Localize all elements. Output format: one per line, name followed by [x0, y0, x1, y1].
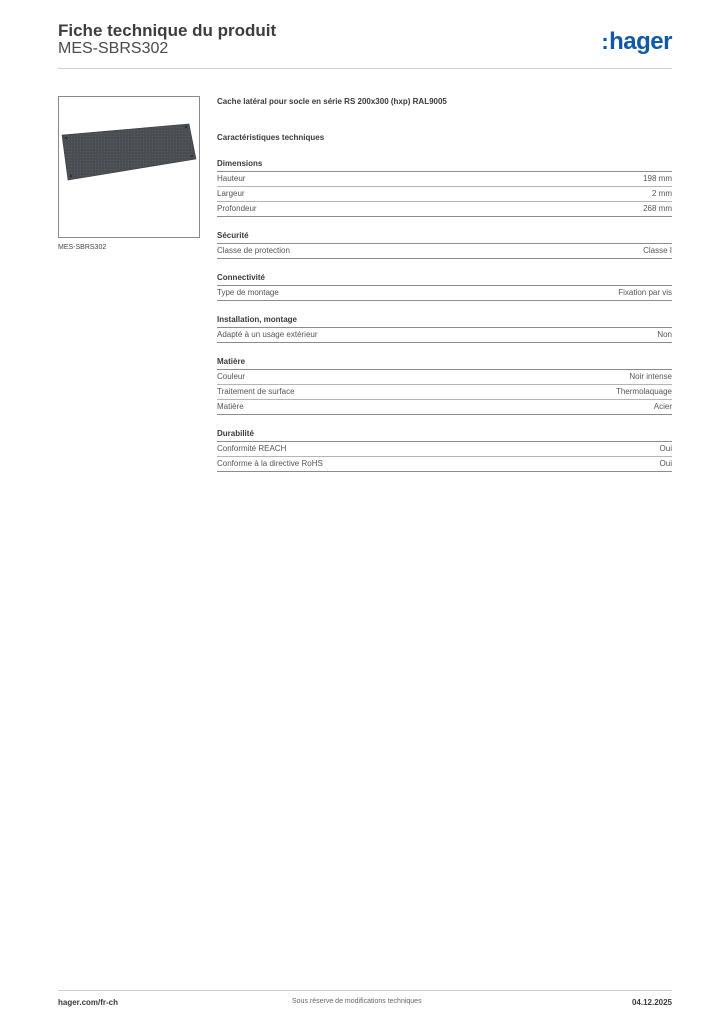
spec-label: Adapté à un usage extérieur [217, 330, 318, 339]
product-name: Cache latéral pour socle en série RS 200x300 (hxp) RAL9005 [217, 97, 447, 106]
spec-label: Classe de protection [217, 246, 290, 255]
spec-value: 2 mm [652, 189, 672, 198]
spec-value: Non [657, 330, 672, 339]
spec-value: 198 mm [643, 174, 672, 183]
logo-text: hager [609, 28, 672, 55]
section-durabilite [217, 428, 672, 472]
spec-row [217, 442, 672, 457]
spec-label: Traitement de surface [217, 387, 295, 396]
spec-label: Hauteur [217, 174, 246, 183]
footer-divider [58, 990, 672, 991]
spec-label: Profondeur [217, 204, 257, 213]
spec-label: Conforme à la directive RoHS [217, 459, 323, 468]
spec-row [217, 400, 672, 415]
product-reference: MES-SBRS302 [58, 40, 169, 57]
page-title: Fiche technique du produit [58, 21, 277, 40]
spec-value: Fixation par vis [618, 288, 672, 297]
section-installation [217, 314, 672, 343]
spec-row [217, 172, 672, 187]
spec-label: Type de montage [217, 288, 279, 297]
section-title: Matière [217, 356, 672, 370]
spec-value: Oui [659, 459, 672, 468]
spec-label: Conformité REACH [217, 444, 287, 453]
spec-value: Oui [659, 444, 672, 453]
spec-row [217, 187, 672, 202]
spec-value: Noir intense [629, 372, 672, 381]
spec-row [217, 244, 672, 259]
section-title: Connectivité [217, 272, 672, 286]
header-divider [58, 68, 672, 69]
section-title: Durabilité [217, 428, 672, 442]
spec-row [217, 202, 672, 217]
characteristics-title: Caractéristiques techniques [217, 133, 325, 142]
spec-row [217, 328, 672, 343]
section-dimensions [217, 158, 672, 217]
spec-row [217, 370, 672, 385]
spec-row [217, 385, 672, 400]
spec-row [217, 457, 672, 472]
hager-logo: :hager [601, 28, 672, 55]
section-connectivite [217, 272, 672, 301]
section-title: Dimensions [217, 158, 672, 172]
section-matiere [217, 356, 672, 415]
spec-value: Acier [653, 402, 672, 411]
section-title: Installation, montage [217, 314, 672, 328]
spec-value: Thermolaquage [615, 387, 672, 396]
section-securite [217, 230, 672, 259]
spec-row [217, 286, 672, 301]
spec-label: Couleur [217, 372, 246, 381]
section-title: Sécurité [217, 230, 672, 244]
spec-value: 268 mm [643, 204, 672, 213]
spec-value: Classe I [643, 246, 672, 255]
spec-label: Matière [217, 402, 244, 411]
product-image [58, 96, 200, 238]
image-caption: MES-SBRS302 [58, 244, 107, 251]
footer-website-link[interactable]: hager.com/fr-ch [58, 998, 119, 1007]
side-panel-illustration [59, 97, 199, 237]
footer-disclaimer: Sous réserve de modifications techniques [292, 998, 422, 1005]
product-details [217, 95, 672, 472]
footer-date: 04.12.2025 [631, 998, 672, 1007]
spec-label: Largeur [217, 189, 245, 198]
